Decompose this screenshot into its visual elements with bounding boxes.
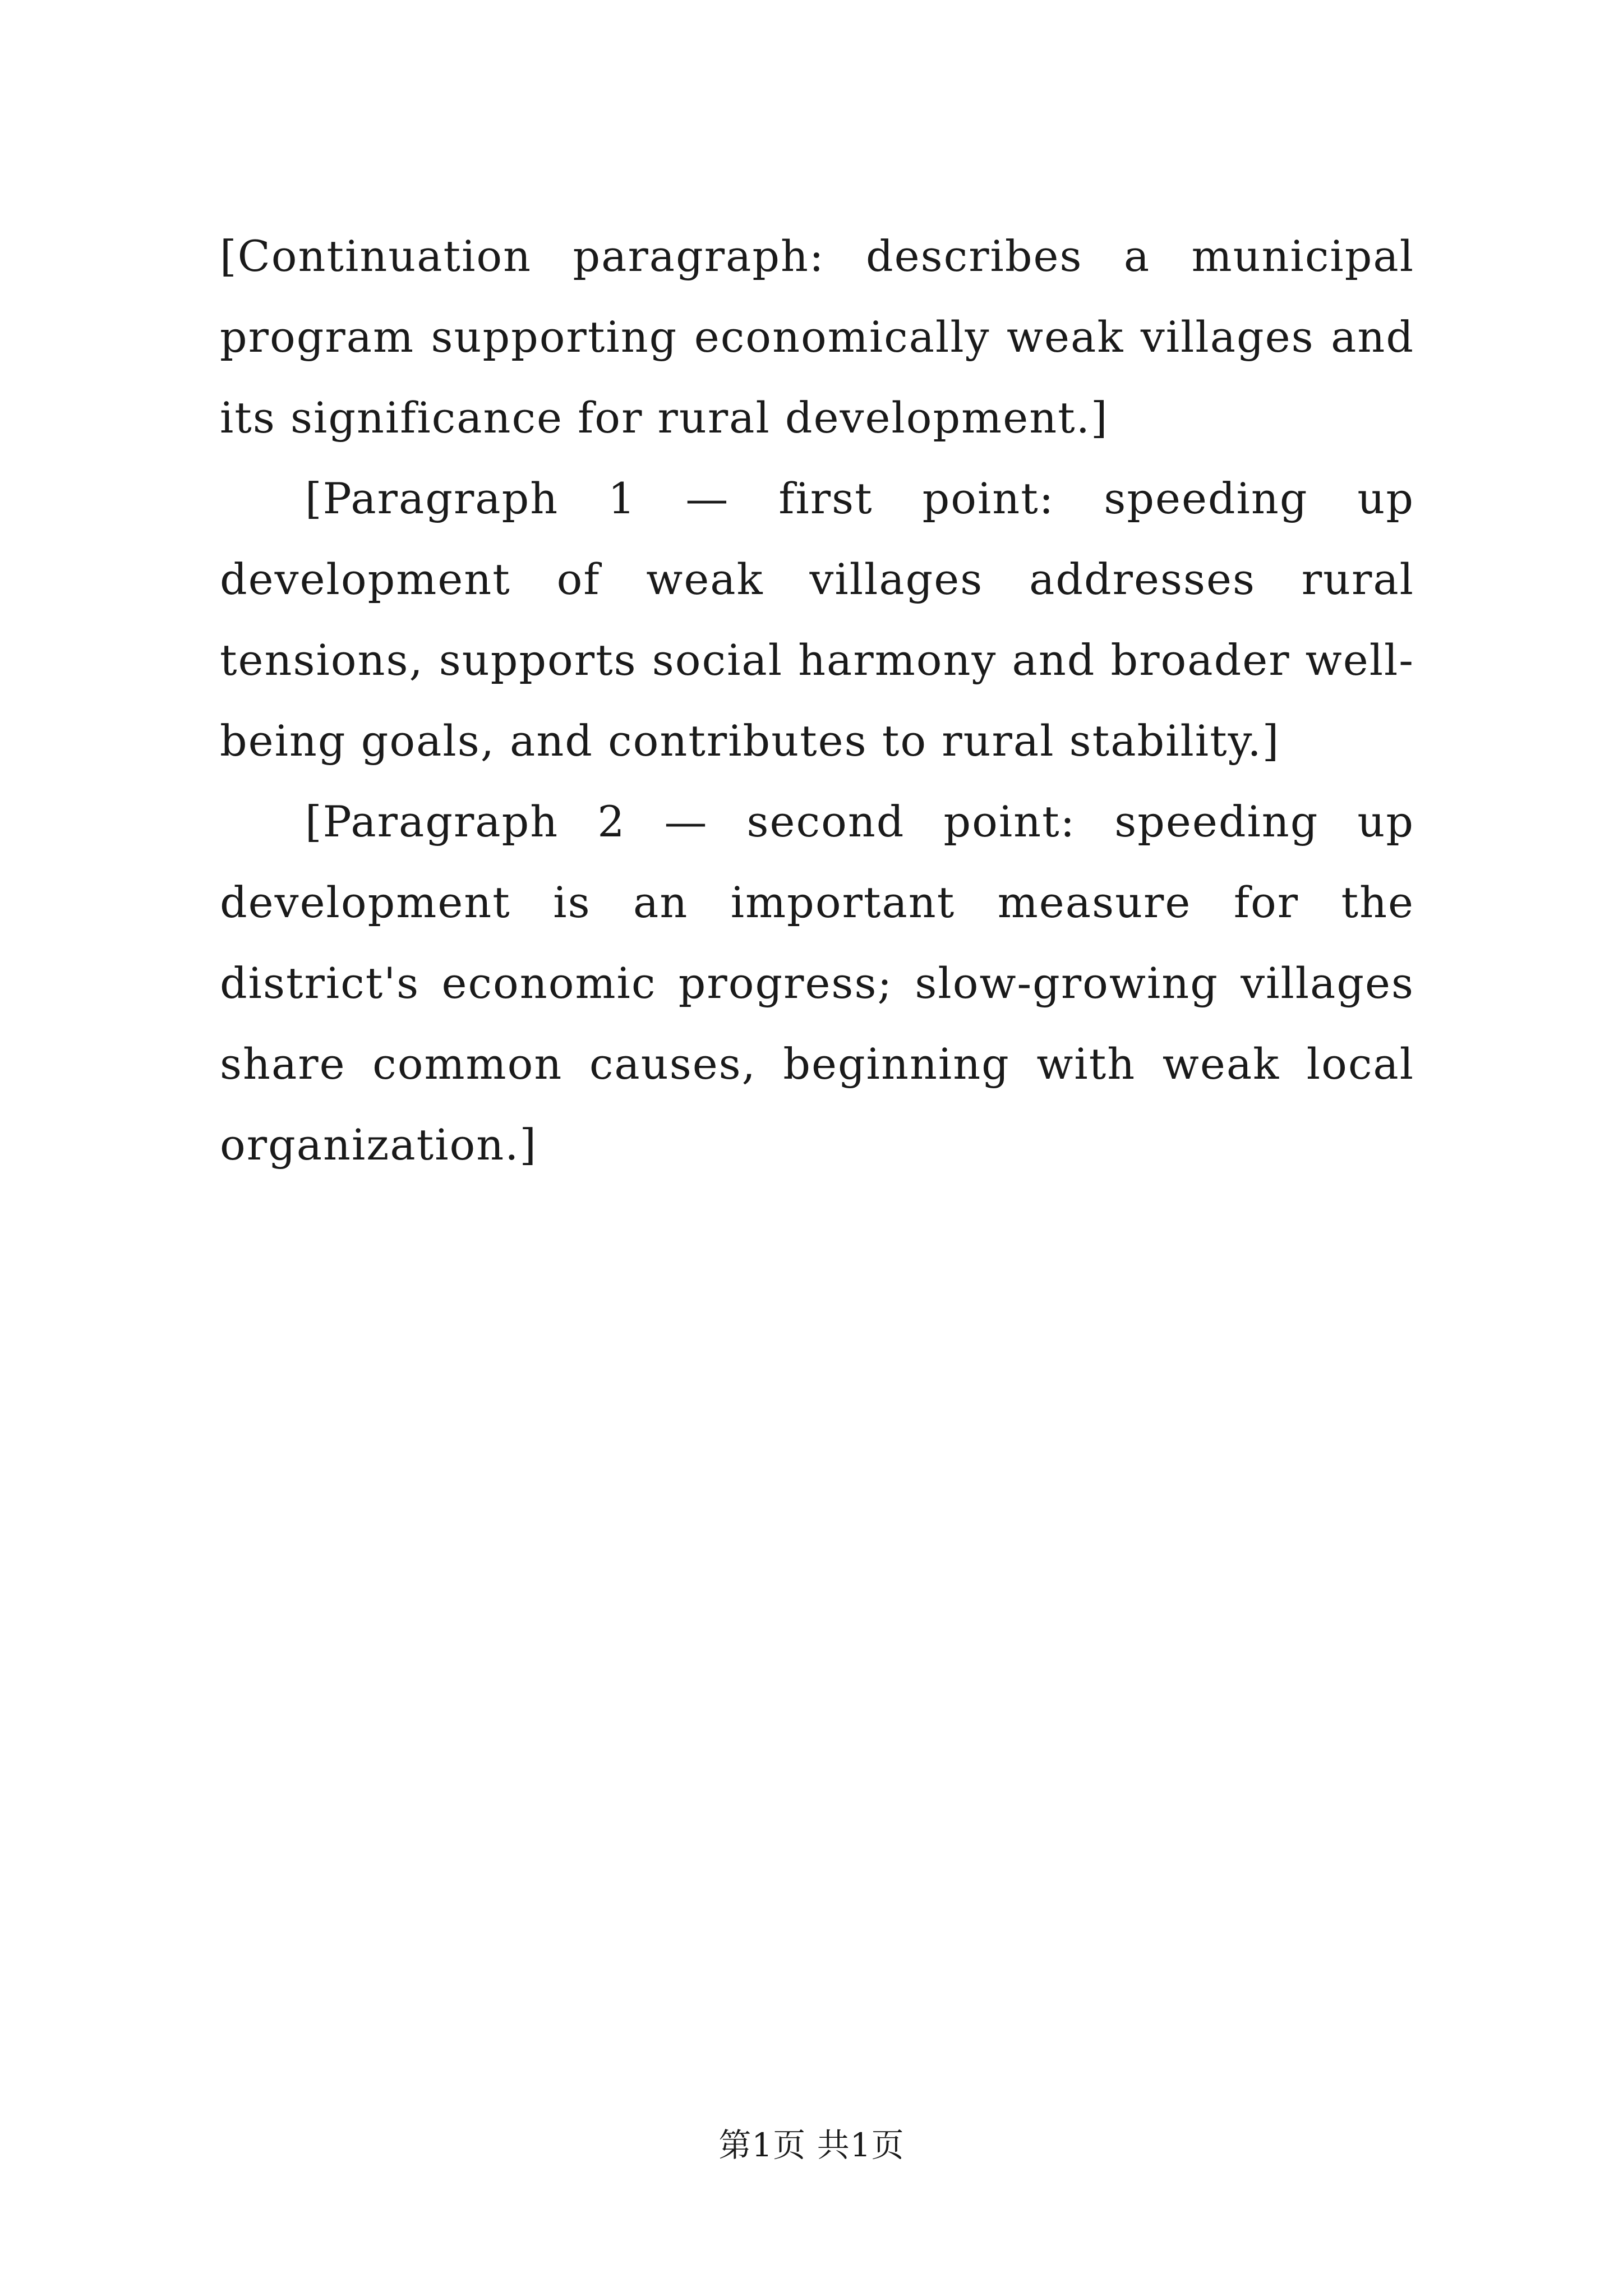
page-number-footer: 第1页 共1页 [718,2126,905,2164]
paragraph-intro: [Continuation paragraph: describes a municipal program supporting economically weak villages and its significance for rural development.] [220,231,1414,443]
paragraph-second-point: [Paragraph 2 — second point: speeding up development is an important measure for the district's economic progress; slow-growing villages share common causes, beginning with weak local organization.] [220,797,1414,1170]
document-body [220,216,1414,1185]
paragraph-first-point: [Paragraph 1 — first point: speeding up development of weak villages addresses rural tensions, supports social harmony and broader well-being goals, and contributes to rural stability.] [220,473,1414,766]
